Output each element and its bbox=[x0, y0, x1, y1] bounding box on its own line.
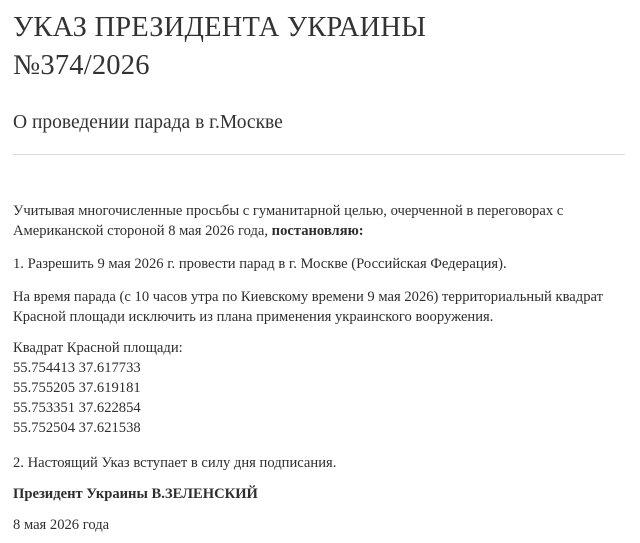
divider bbox=[13, 154, 625, 155]
preamble-paragraph bbox=[13, 201, 625, 241]
coordinate-row: 55.752504 37.621538 bbox=[13, 420, 141, 436]
item-2: 2. Настоящий Указ вступает в силу дня подписания. bbox=[13, 455, 337, 471]
coordinates-label: Квадрат Красной площади: bbox=[13, 340, 183, 356]
preamble-text: Учитывая многочисленные просьбы с гуманитарной целью, очерченной в переговорах с Американской стороной 8 мая 2026 года, bbox=[13, 203, 564, 239]
document-date: 8 мая 2026 года bbox=[13, 517, 110, 533]
coordinate-row: 55.753351 37.622854 bbox=[13, 400, 141, 416]
title-line-2: №374/2026 bbox=[13, 50, 150, 81]
signature: Президент Украины В.ЗЕЛЕНСКИЙ bbox=[13, 486, 258, 502]
coordinate-row: 55.754413 37.617733 bbox=[13, 360, 141, 376]
item-1: 1. Разрешить 9 мая 2026 г. провести парад в г. Москве (Российская Федерация). bbox=[13, 256, 507, 272]
item-1-note: На время парада (с 10 часов утра по Киевскому времени 9 мая 2026) территориальный квадрат Красной площади исключить из плана применения украинского вооружения. bbox=[13, 289, 603, 325]
coordinate-row: 55.755205 37.619181 bbox=[13, 380, 141, 396]
page-subtitle: О проведении парада в г.Москве bbox=[13, 112, 283, 133]
page-title bbox=[13, 9, 426, 85]
coordinates-block bbox=[13, 338, 625, 438]
title-line-1: УКАЗ ПРЕЗИДЕНТА УКРАИНЫ bbox=[13, 12, 427, 43]
preamble-bold: постановляю: bbox=[271, 223, 364, 239]
